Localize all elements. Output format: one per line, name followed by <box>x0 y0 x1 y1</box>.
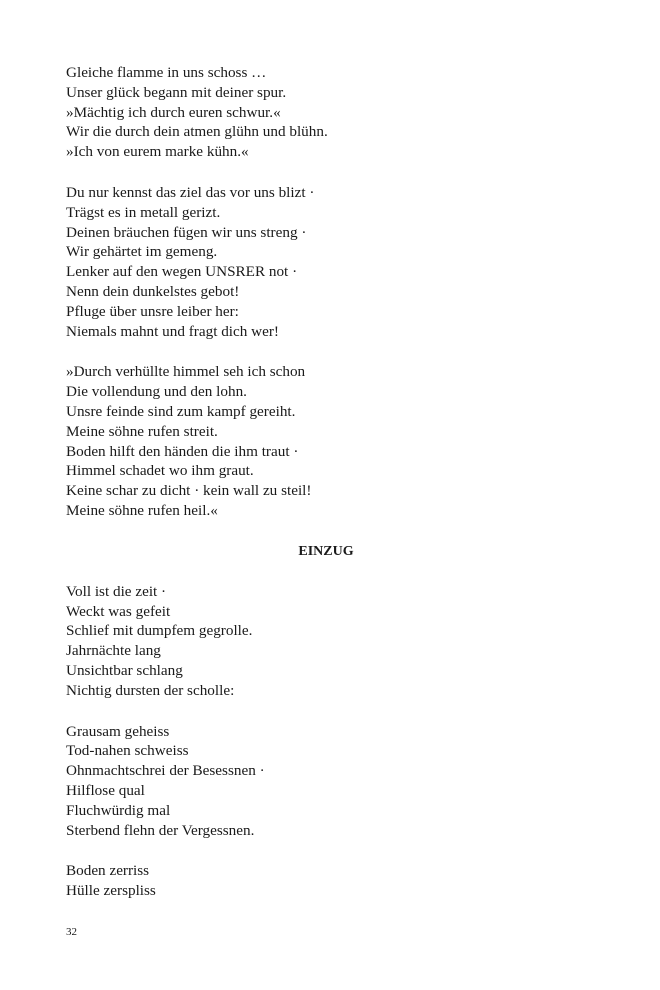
poem-line: Die vollendung und den lohn. <box>66 383 247 401</box>
poem-text <box>66 63 606 922</box>
poem-line: Unser glück begann mit deiner spur. <box>66 83 287 101</box>
poem-line: Meine söhne rufen streit. <box>66 422 218 440</box>
poem-line: Keine schar zu dicht · kein wall zu steil! <box>66 482 312 500</box>
poem-line: Niemals mahnt und fragt dich wer! <box>66 322 279 340</box>
stanza <box>66 861 606 901</box>
stanza <box>66 582 606 701</box>
stanza <box>66 183 606 341</box>
poem-line: Trägst es in metall gerizt. <box>66 203 221 221</box>
poem-line: Boden zerriss <box>66 862 150 880</box>
poem-line: Weckt was gefeit <box>66 602 171 620</box>
poem-line: Grausam geheiss <box>66 722 170 740</box>
poem-line: Pfluge über unsre leiber her: <box>66 302 239 320</box>
poem-line: Schlief mit dumpfem gegrolle. <box>66 622 253 640</box>
poem-line: Deinen bräuchen fügen wir uns streng · <box>66 223 307 241</box>
poem-line: Meine söhne rufen heil.« <box>66 501 218 519</box>
stanza <box>66 362 606 520</box>
poem-line: Voll ist die zeit · <box>66 582 167 600</box>
poem-line: Ohnmachtschrei der Besessnen · <box>66 762 265 780</box>
poem-line: Hülle zerspliss <box>66 882 156 900</box>
poem-line: Sterbend flehn der Vergessnen. <box>66 821 255 839</box>
poem-line: Wir gehärtet im gemeng. <box>66 243 218 261</box>
poem-line: Hilflose qual <box>66 781 145 799</box>
poem-line: »Ich von eurem marke kühn.« <box>66 143 249 161</box>
poem-line: Gleiche flamme in uns schoss … <box>66 64 267 81</box>
poem-line: »Durch verhüllte himmel seh ich schon <box>66 363 306 381</box>
page-number: 32 <box>66 926 77 938</box>
stanza <box>66 63 606 162</box>
poem-line: Tod-nahen schweiss <box>66 742 189 760</box>
poem-line: Jahrnächte lang <box>66 642 161 660</box>
poem-line: »Mächtig ich durch euren schwur.« <box>66 103 281 121</box>
poem-line: Unsichtbar schlang <box>66 661 183 679</box>
poem-line: Boden hilft den händen die ihm traut · <box>66 442 299 460</box>
poem-line: Nenn dein dunkelstes gebot! <box>66 282 240 300</box>
poem-line: Wir die durch dein atmen glühn und blühn. <box>66 123 328 141</box>
poem-line: Fluchwürdig mal <box>66 801 171 819</box>
poem-title: EINZUG <box>298 543 354 559</box>
poem-line: Himmel schadet wo ihm graut. <box>66 462 254 480</box>
poem-line: Lenker auf den wegen UNSRER not · <box>66 263 298 281</box>
poem-line: Du nur kennst das ziel das vor uns blizt · <box>66 183 315 201</box>
poem-line: Unsre feinde sind zum kampf gereiht. <box>66 402 296 420</box>
stanza <box>66 722 606 841</box>
poem-line: Nichtig dursten der scholle: <box>66 681 235 699</box>
